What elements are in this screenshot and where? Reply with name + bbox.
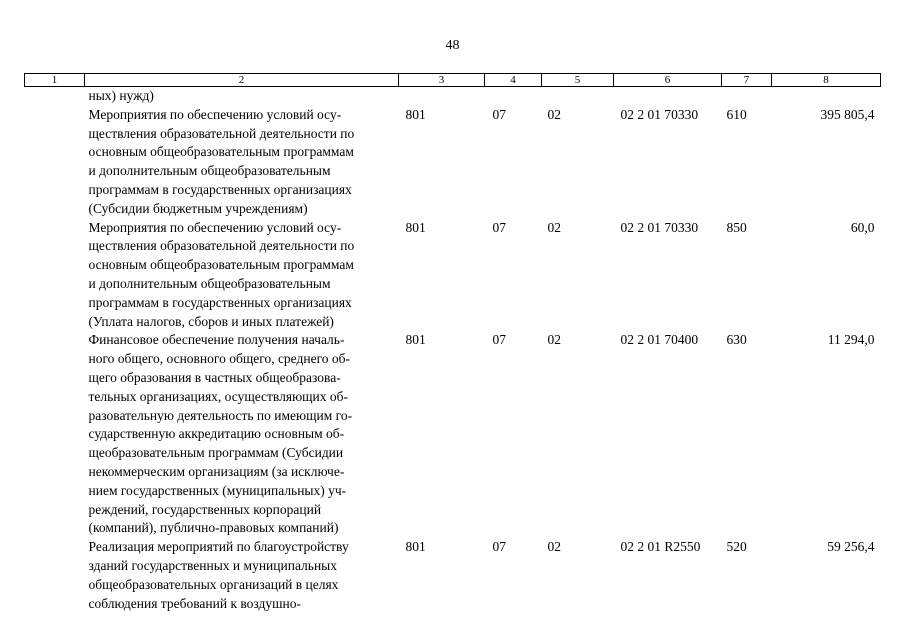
sum-value: 59 256,4 [827, 539, 875, 555]
expense-name-line: основным общеобразовательным программам [88, 144, 354, 160]
empty-cell [25, 538, 85, 613]
empty-cell [542, 87, 614, 106]
continuation-text [85, 87, 399, 106]
section-code: 07 [492, 332, 506, 348]
expense-name-line: ществления образовательной деятельности по [88, 238, 355, 254]
budget-table [24, 73, 881, 613]
expense-name-line: (Уплата налогов, сборов и иных платежей) [88, 313, 334, 329]
expense-name-line: щего образования в частных общеобразова- [88, 369, 341, 385]
subsection-code: 02 [547, 539, 561, 555]
table-row [25, 538, 881, 613]
expense-name [85, 331, 399, 538]
target-code: 02 2 01 70330 [620, 219, 699, 235]
expense-name-line: ществления образовательной деятельности по [88, 125, 355, 141]
sum-value: 60,0 [850, 219, 875, 235]
continuation-line: ных) нужд) [88, 88, 154, 103]
expense-name-line: Мероприятия по обеспечению условий осу- [88, 106, 342, 122]
page-number: 48 [445, 38, 460, 53]
section-code: 07 [492, 219, 506, 235]
empty-cell [25, 87, 85, 106]
expense-type-code: 610 [726, 106, 747, 122]
column-header-3: 3 [399, 74, 485, 87]
table-row [25, 331, 881, 538]
empty-cell [25, 331, 85, 538]
column-header-2: 2 [85, 74, 399, 87]
expense-name-line: программам в государственных организациях [88, 294, 352, 310]
expense-name-line: (Субсидии бюджетным учреждениям) [88, 200, 308, 216]
table-row [25, 219, 881, 332]
column-header-1: 1 [25, 74, 85, 87]
expense-name [85, 219, 399, 332]
section-code: 07 [492, 106, 506, 122]
expense-name-line: Реализация мероприятий по благоустройству [88, 539, 349, 555]
expense-name-line: (компаний), публично-правовых компаний) [88, 520, 339, 536]
empty-cell [485, 87, 542, 106]
expense-name-line: реждений, государственных корпораций [88, 501, 322, 517]
continuation-row [25, 87, 881, 106]
column-header-4: 4 [485, 74, 542, 87]
expense-name-line: и дополнительным общеобразовательным [88, 275, 331, 291]
table-row [25, 106, 881, 219]
subsection-code: 02 [547, 219, 561, 235]
ministry-code: 801 [405, 332, 426, 348]
sum-value: 395 805,4 [820, 106, 875, 122]
target-code: 02 2 01 70330 [620, 106, 699, 122]
expense-name-line: программам в государственных организациях [88, 181, 352, 197]
target-code: 02 2 01 70400 [620, 332, 699, 348]
expense-name-line: ного общего, основного общего, среднего об- [88, 351, 351, 367]
column-header-7: 7 [722, 74, 772, 87]
expense-type-code: 850 [726, 219, 747, 235]
ministry-code: 801 [405, 106, 426, 122]
empty-cell [25, 219, 85, 332]
expense-name-line: общеобразовательных организаций в целях [88, 576, 339, 592]
column-header-8: 8 [772, 74, 881, 87]
expense-name-line: основным общеобразовательным программам [88, 257, 354, 273]
empty-cell [722, 87, 772, 106]
subsection-code: 02 [547, 106, 561, 122]
expense-name-line: нием государственных (муниципальных) уч- [88, 482, 347, 498]
expense-type-code: 630 [726, 332, 747, 348]
ministry-code: 801 [405, 539, 426, 555]
expense-name-line: зданий государственных и муниципальных [88, 557, 337, 573]
expense-name-line: и дополнительным общеобразовательным [88, 163, 331, 179]
table-body [25, 87, 881, 614]
section-code: 07 [492, 539, 506, 555]
expense-type-code: 520 [726, 539, 747, 555]
subsection-code: 02 [547, 332, 561, 348]
expense-name-line: щеобразовательным программам (Субсидии [88, 445, 344, 461]
empty-cell [614, 87, 722, 106]
expense-name-line: Мероприятия по обеспечению условий осу- [88, 219, 342, 235]
expense-name [85, 538, 399, 613]
expense-name-line: Финансовое обеспечение получения началь- [88, 332, 345, 348]
target-code: 02 2 01 R2550 [620, 539, 701, 555]
expense-name [85, 106, 399, 219]
empty-cell [25, 106, 85, 219]
column-header-5: 5 [542, 74, 614, 87]
header-row [25, 74, 881, 87]
ministry-code: 801 [405, 219, 426, 235]
expense-name-line: разовательную деятельность по имеющим го- [88, 407, 353, 423]
expense-name-line: сударственную аккредитацию основным об- [88, 426, 345, 442]
expense-name-line: соблюдения требований к воздушно- [88, 595, 302, 611]
table-header [25, 74, 881, 87]
sum-value: 11 294,0 [827, 332, 875, 348]
column-header-6: 6 [614, 74, 722, 87]
empty-cell [772, 87, 881, 106]
empty-cell [399, 87, 485, 106]
expense-name-line: некоммерческим организациям (за исключе- [88, 463, 345, 479]
expense-name-line: тельных организациях, осуществляющих об- [88, 388, 349, 404]
